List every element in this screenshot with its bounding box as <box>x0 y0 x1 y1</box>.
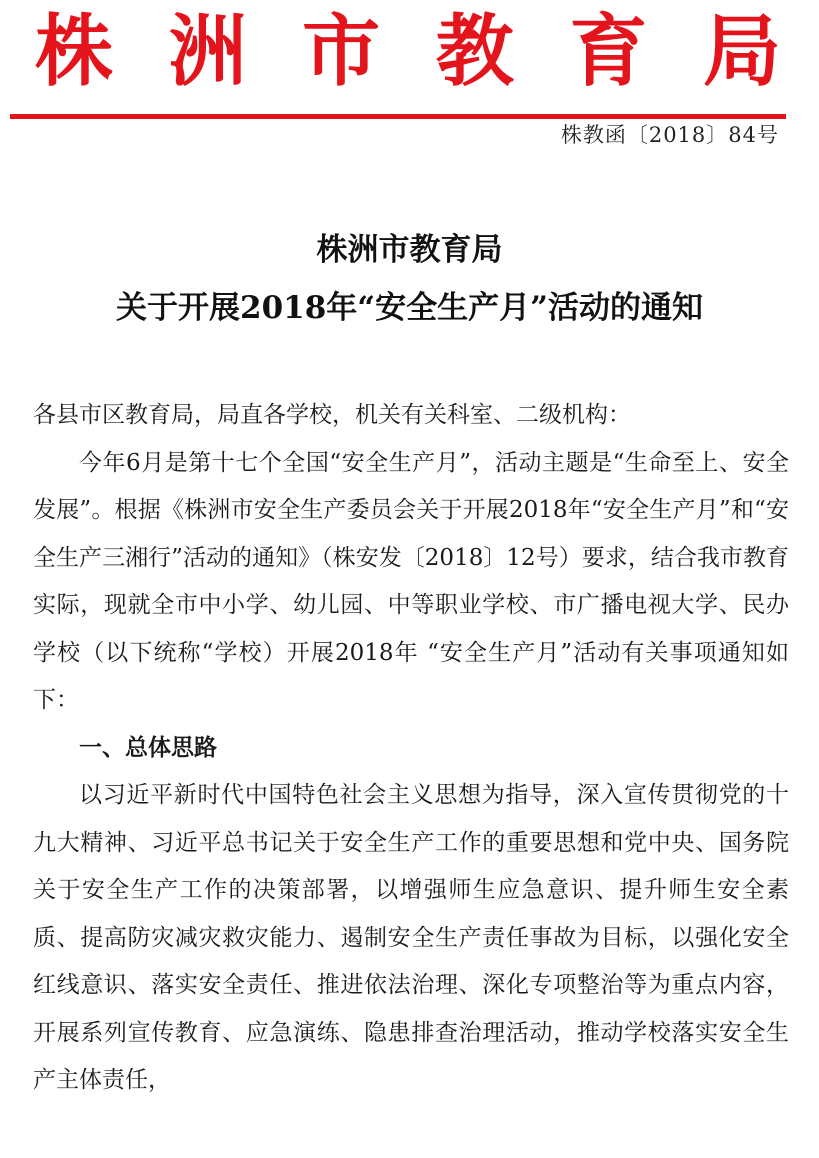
document-title-line-1: 株洲市教育局 <box>316 232 503 268</box>
masthead-char: 育 <box>569 6 648 97</box>
red-divider-line <box>10 114 786 119</box>
masthead-char: 市 <box>302 6 381 97</box>
document-title-line-2: 关于开展2018年“安全生产月”活动的通知 <box>116 290 703 326</box>
document-number: 株教函〔2018〕84号 <box>560 123 779 147</box>
masthead-char: 洲 <box>168 6 247 97</box>
document-body <box>33 392 789 1105</box>
masthead-char: 株 <box>34 6 113 97</box>
body-paragraph: 以习近平新时代中国特色社会主义思想为指导，深入宣传贯彻党的十九大精神、习近平总书记关于安全生产工作的重要思想和党中央、国务院关于安全生产工作的决策部署，以增强师生应急意识、提升师生安全素质、提高防灾减灾救灾能力、遏制安全生产责任事故为目标，以强化安全红线意识、落实安全责任、推进依法治理、深化专项整治等为重点内容，开展系列宣传教育、应急演练、隐患排查治理活动，推动学校落实安全生产主体责任， <box>33 782 789 1093</box>
masthead-char: 教 <box>435 6 514 97</box>
masthead-red-header <box>28 6 788 98</box>
body-paragraph: 今年6月是第十七个全国“安全生产月”，活动主题是“生命至上、安全发展”。根据《株洲市安全生产委员会关于开展2018年“安全生产月”和“安全生产三湘行”活动的通知》（株安发〔2018〕12号）要求，结合我市教育实际，现就全市中小学、幼儿园、中等职业学校、市广播电视大学、民办学校（以下统称“学校）开展2018年 “安全生产月”活动有关事项通知如下： <box>33 449 789 713</box>
salutation: 各县市区教育局，局直各学校，机关有关科室、二级机构： <box>33 402 631 428</box>
masthead-char: 局 <box>702 6 781 97</box>
section-heading: 一、总体思路 <box>79 734 217 761</box>
